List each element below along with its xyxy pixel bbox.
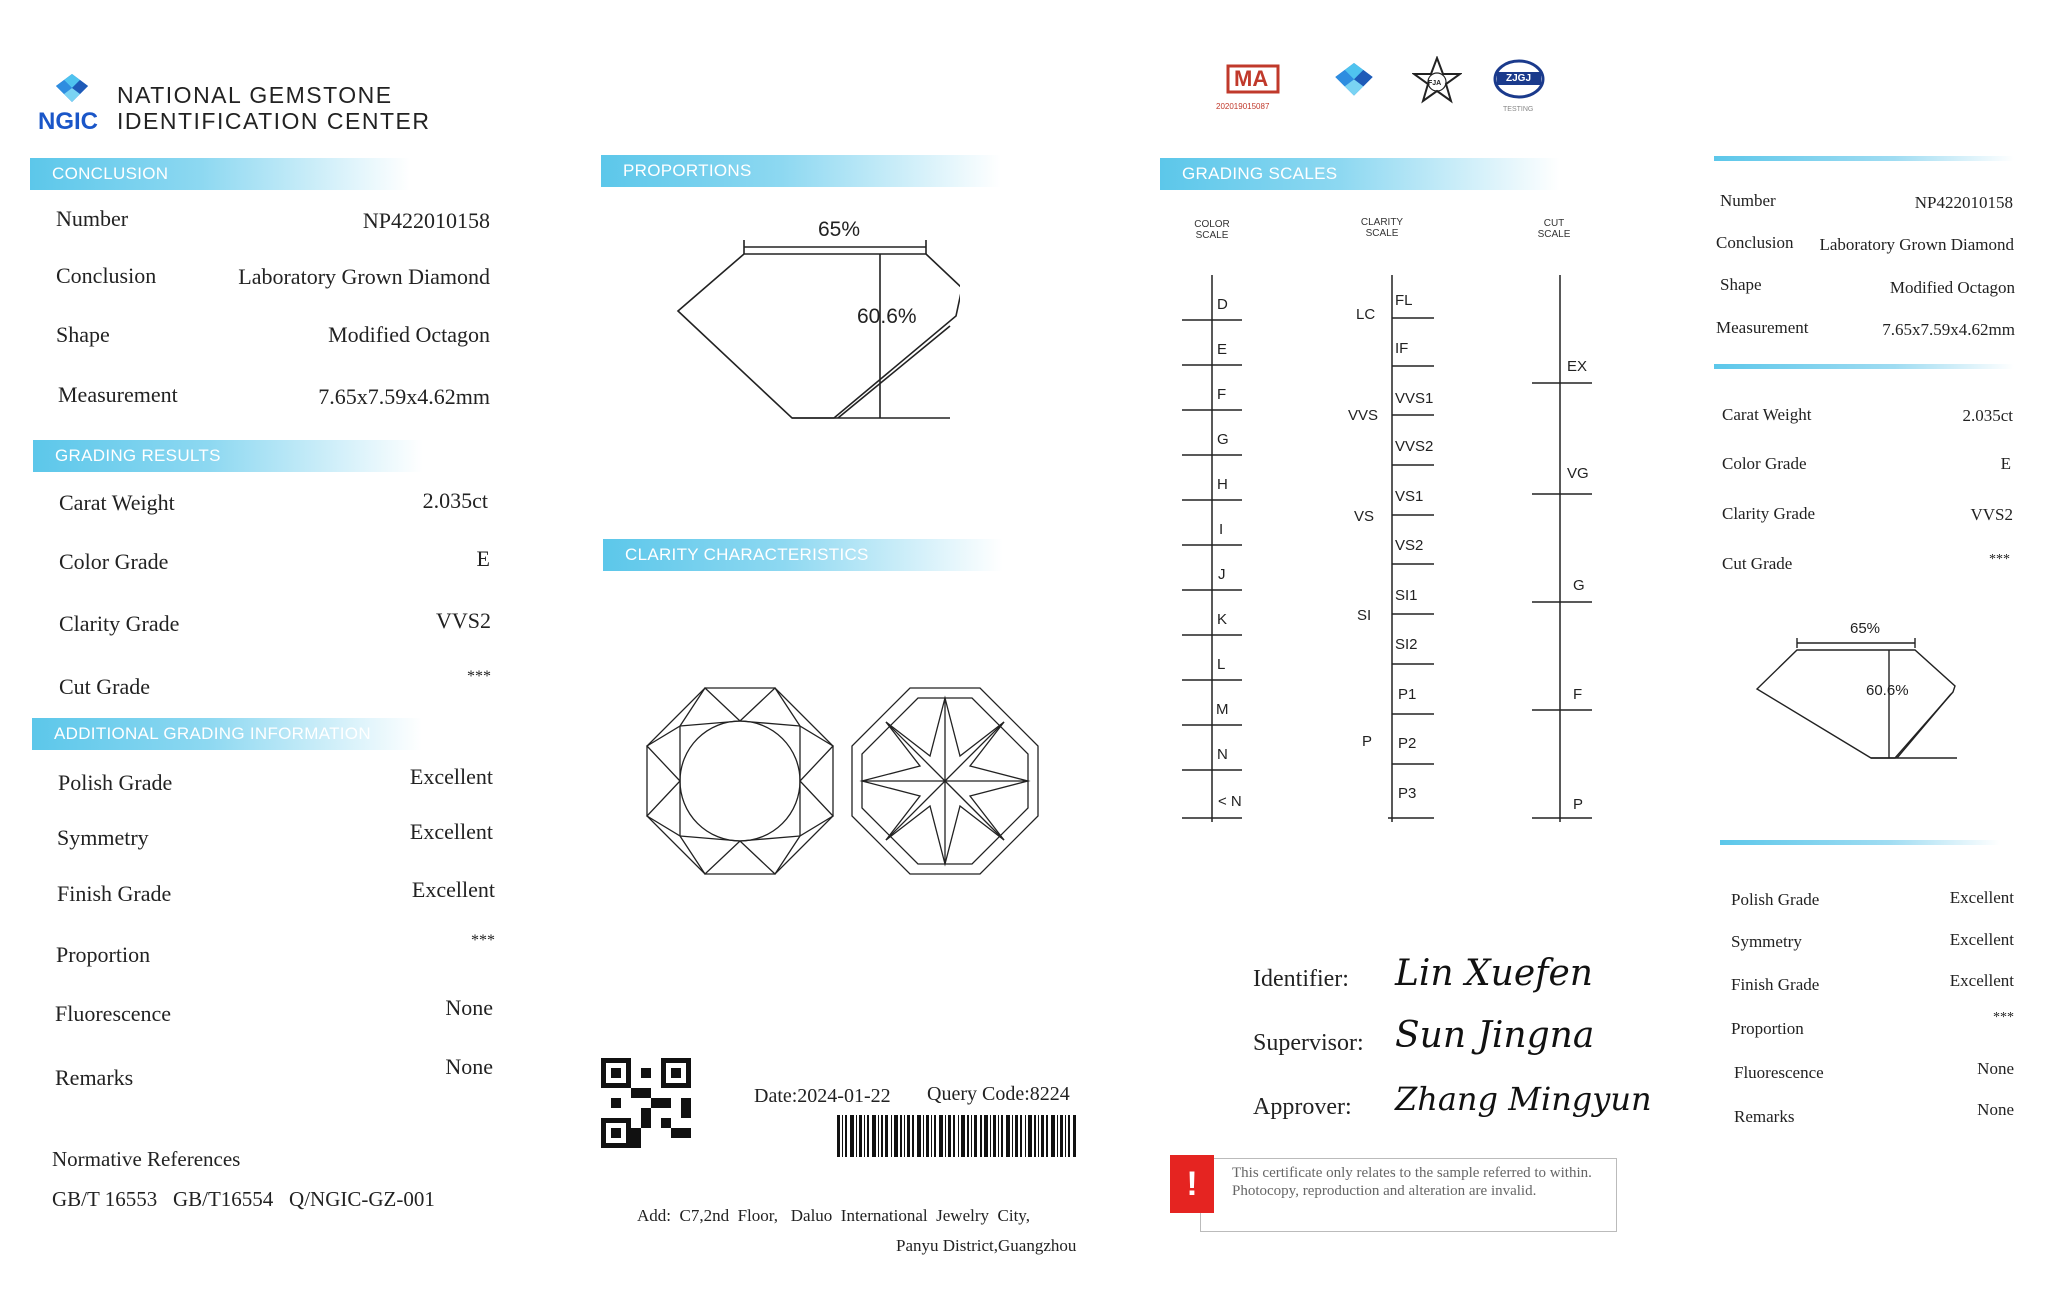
color-scale-l: L <box>1217 656 1226 673</box>
color-scale-k: K <box>1217 611 1228 628</box>
cut-scale-p: P <box>1573 796 1584 813</box>
summary-conclusion-value: Laboratory Grown Diamond <box>1819 235 2014 254</box>
remarks-label: Remarks <box>55 1065 134 1090</box>
color-scale-axis <box>1170 270 1250 826</box>
summary-proportion-label: Proportion <box>1731 1019 1804 1038</box>
proportion-value: *** <box>471 932 495 949</box>
clarity-group-lc: LC <box>1356 306 1376 323</box>
table-percent: 65% <box>818 218 861 241</box>
qr-code-icon <box>601 1055 691 1151</box>
clarity-scale-vvs1: VVS1 <box>1395 390 1434 407</box>
zjgj-logo-subtext: TESTING <box>1503 106 1534 113</box>
zjgj-logo-text: ZJGJ <box>1506 73 1532 84</box>
color-scale-j: J <box>1218 566 1226 583</box>
address-line1: Add: C7,2nd Floor, Daluo International Jewelry City, <box>637 1206 1030 1225</box>
shape-value: Modified Octagon <box>328 322 490 347</box>
summary-symmetry-value: Excellent <box>1949 930 2014 949</box>
color-scale-below-n: < N <box>1218 793 1242 810</box>
summary-measurement-label: Measurement <box>1716 318 1809 337</box>
grading-results-header: GRADING RESULTS <box>33 440 423 472</box>
symmetry-label: Symmetry <box>57 825 149 850</box>
summary-carat-value: 2.035ct <box>1962 406 2013 425</box>
ngic-logo-icon <box>48 72 96 112</box>
clarity-characteristics-header: CLARITY CHARACTERISTICS <box>603 539 1003 571</box>
summary-cut-label: Cut Grade <box>1722 554 1793 573</box>
summary-symmetry-label: Symmetry <box>1731 932 1802 951</box>
clarity-group-vvs: VVS <box>1348 407 1379 424</box>
color-grade-label: Color Grade <box>59 549 169 574</box>
color-scale-title: COLOR SCALE <box>1194 219 1230 241</box>
measurement-value: 7.65x7.59x4.62mm <box>318 384 490 409</box>
number-value: NP422010158 <box>362 208 490 233</box>
conclusion-label: Conclusion <box>56 263 157 288</box>
notice-warning-icon: ! <box>1170 1155 1214 1213</box>
clarity-scale-p3: P3 <box>1398 785 1417 802</box>
summary-color-value: E <box>2000 454 2011 473</box>
clarity-scale-si2: SI2 <box>1395 636 1418 653</box>
finish-grade-label: Finish Grade <box>57 881 172 906</box>
identifier-signature: Lin Xuefen <box>1395 953 1593 994</box>
org-name-line2: IDENTIFICATION CENTER <box>117 108 431 134</box>
cut-scale-f: F <box>1573 686 1583 703</box>
approver-label: Approver: <box>1253 1094 1352 1120</box>
normative-title: Normative References <box>52 1147 241 1171</box>
remarks-value: None <box>445 1054 493 1079</box>
conclusion-value: Laboratory Grown Diamond <box>238 264 490 289</box>
summary-finish-value: Excellent <box>1949 971 2014 990</box>
proportion-label: Proportion <box>56 942 151 967</box>
symmetry-value: Excellent <box>409 819 493 844</box>
conclusion-header: CONCLUSION <box>30 158 410 190</box>
color-scale-d: D <box>1217 296 1228 313</box>
ngic-emblem-icon <box>1326 58 1382 110</box>
summary-clarity-value: VVS2 <box>1970 505 2013 524</box>
measurement-label: Measurement <box>58 382 178 407</box>
query-code: Query Code:8224 <box>927 1083 1070 1105</box>
color-scale-m: M <box>1216 701 1229 718</box>
issue-date: Date:2024-01-22 <box>754 1085 891 1107</box>
clarity-scale-vs1: VS1 <box>1395 488 1424 505</box>
clarity-scale-si1: SI1 <box>1395 587 1418 604</box>
summary-shape-value: Modified Octagon <box>1889 278 2015 297</box>
cut-scale-title: CUT SCALE <box>1537 218 1571 240</box>
identifier-label: Identifier: <box>1253 966 1349 992</box>
summary-proportions-diagram <box>1755 636 1961 764</box>
cut-scale-g: G <box>1573 577 1585 594</box>
address-line2: Panyu District,Guangzhou <box>896 1236 1077 1255</box>
clarity-scale-p1: P1 <box>1398 686 1417 703</box>
summary-shape-label: Shape <box>1720 275 1762 294</box>
summary-cut-value: *** <box>1989 552 2010 567</box>
proportions-header: PROPORTIONS <box>601 155 1001 187</box>
clarity-scale-title: CLARITY SCALE <box>1360 217 1404 239</box>
carat-weight-label: Carat Weight <box>59 490 175 515</box>
summary-carat-label: Carat Weight <box>1722 405 1812 424</box>
approver-signature: Zhang Mingyun <box>1395 1080 1652 1118</box>
color-scale-h: H <box>1217 476 1228 493</box>
clarity-scale-vvs2: VVS2 <box>1395 438 1434 455</box>
summary-measurement-value: 7.65x7.59x4.62mm <box>1882 320 2015 339</box>
color-scale-g: G <box>1217 431 1229 448</box>
summary-mid-rule <box>1714 364 2014 369</box>
fja-logo-text: FJA <box>1428 80 1442 87</box>
summary-conclusion-label: Conclusion <box>1716 233 1794 252</box>
clarity-scale-p2: P2 <box>1398 735 1417 752</box>
color-scale-n: N <box>1217 746 1228 763</box>
supervisor-signature: Sun Jingna <box>1395 1015 1595 1056</box>
barcode-icon <box>837 1115 1077 1157</box>
org-name-line1: NATIONAL GEMSTONE <box>117 82 393 108</box>
cut-scale-ex: EX <box>1567 358 1588 375</box>
polish-grade-value: Excellent <box>409 764 493 789</box>
carat-weight-value: 2.035ct <box>422 488 488 513</box>
clarity-scale-if: IF <box>1395 340 1409 357</box>
polish-grade-label: Polish Grade <box>58 770 173 795</box>
fluorescence-label: Fluorescence <box>55 1001 172 1026</box>
summary-polish-label: Polish Grade <box>1731 890 1820 909</box>
supervisor-label: Supervisor: <box>1253 1030 1364 1056</box>
number-label: Number <box>56 206 129 231</box>
summary-table-percent: 65% <box>1850 620 1881 637</box>
summary-color-label: Color Grade <box>1722 454 1807 473</box>
pavilion-view-diagram <box>850 686 1040 876</box>
summary-clarity-label: Clarity Grade <box>1722 504 1815 523</box>
summary-fluorescence-label: Fluorescence <box>1734 1063 1824 1082</box>
cut-grade-label: Cut Grade <box>59 674 151 699</box>
summary-bottom-rule <box>1720 840 2000 845</box>
summary-top-rule <box>1714 156 2014 161</box>
color-scale-f: F <box>1217 386 1227 403</box>
clarity-scale-fl: FL <box>1395 292 1413 309</box>
additional-info-header: ADDITIONAL GRADING INFORMATION <box>32 718 422 750</box>
depth-percent: 60.6% <box>857 305 917 328</box>
clarity-scale-vs2: VS2 <box>1395 537 1424 554</box>
color-grade-value: E <box>476 546 490 571</box>
cut-scale-vg: VG <box>1567 465 1589 482</box>
summary-fluorescence-value: None <box>1977 1059 2014 1078</box>
clarity-group-si: SI <box>1357 607 1372 624</box>
normative-refs: GB/T 16553 GB/T16554 Q/NGIC-GZ-001 <box>52 1187 435 1211</box>
summary-remarks-label: Remarks <box>1734 1107 1795 1126</box>
cut-scale-axis <box>1530 270 1600 826</box>
finish-grade-value: Excellent <box>411 877 495 902</box>
fluorescence-value: None <box>445 995 493 1020</box>
cma-logo-text: MA <box>1234 66 1269 91</box>
summary-polish-value: Excellent <box>1949 888 2014 907</box>
shape-label: Shape <box>56 322 110 347</box>
summary-proportion-value: *** <box>1993 1010 2014 1025</box>
summary-number-label: Number <box>1720 191 1776 210</box>
notice-text: This certificate only relates to the sample referred to within. Photocopy, reproduction and alteration are invalid. <box>1232 1165 1592 1199</box>
color-scale-e: E <box>1217 341 1228 358</box>
summary-finish-label: Finish Grade <box>1731 975 1820 994</box>
clarity-grade-label: Clarity Grade <box>59 611 180 636</box>
grading-scales-header: GRADING SCALES <box>1160 158 1560 190</box>
cma-number: 202019015087 <box>1216 102 1270 111</box>
summary-depth-percent: 60.6% <box>1866 682 1909 699</box>
ngic-logo-text: NGIC <box>38 108 98 135</box>
crown-view-diagram <box>645 686 835 876</box>
color-scale-i: I <box>1219 521 1224 538</box>
clarity-grade-value: VVS2 <box>435 608 491 633</box>
summary-remarks-value: None <box>1977 1100 2014 1119</box>
clarity-group-vs: VS <box>1354 508 1375 525</box>
cut-grade-value: *** <box>467 668 491 685</box>
clarity-group-p: P <box>1362 733 1373 750</box>
summary-number-value: NP422010158 <box>1914 193 2013 212</box>
